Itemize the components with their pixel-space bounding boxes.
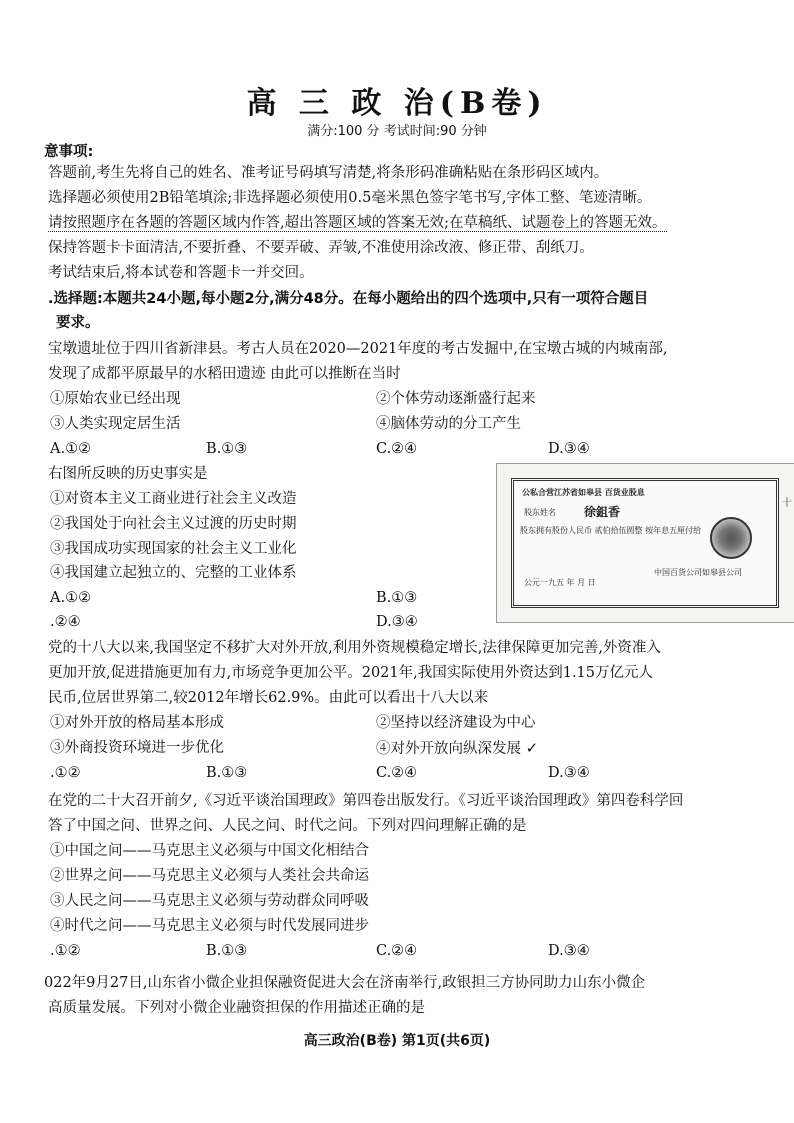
q2-choice-a: A.①②	[50, 590, 92, 606]
q1-option: ③人类实现定居生活	[50, 416, 181, 432]
page-footer: 高三政治(B卷) 第1页(共6页)	[303, 1033, 491, 1049]
certificate-frame	[511, 478, 779, 608]
q1-choice-a: A.①②	[50, 441, 92, 457]
notice-heading: 意事项:	[44, 144, 94, 160]
q4-stem-cont: 答了中国之问、世界之问、人民之问、时代之问。下列对四问理解正确的是	[48, 818, 527, 834]
q3-stem: 党的十八大以来,我国坚定不移扩大对外开放,利用外资规模稳定增长,法律保障更加完善,外资准入	[48, 640, 661, 656]
exam-info: 满分:100 分 考试时间:90 分钟	[307, 124, 487, 139]
seal-icon	[710, 517, 752, 559]
q4-option: ②世界之问——马克思主义必须与人类社会共命运	[50, 868, 369, 884]
q4-option: ④时代之问——马克思主义必须与时代发展同进步	[50, 918, 369, 934]
q1-choice-b: B.①③	[206, 441, 248, 457]
q3-option: ②坚持以经济建设为中心	[376, 715, 536, 731]
q3-choice-a: .①②	[50, 765, 81, 781]
q4-choice-a: .①②	[50, 943, 81, 959]
q3-option	[376, 738, 538, 759]
q3-choice-d: D.③④	[548, 765, 590, 781]
notice-item: 保持答题卡卡面清洁,不要折叠、不要弄破、弄皱,不准使用涂改液、修正带、刮纸刀。	[48, 240, 594, 256]
q1-option: ②个体劳动逐渐盛行起来	[376, 391, 536, 407]
q2-stem: 右图所反映的历史事实是	[48, 466, 208, 482]
certificate-edge-text: 十	[782, 498, 792, 509]
certificate-issuer: 中国百货公司如皋县公司	[654, 568, 742, 577]
certificate-image	[496, 463, 794, 623]
q2-choice-b: B.①③	[376, 590, 418, 606]
notice-item: 答题前,考生先将自己的姓名、准考证号码填写清楚,将条形码准确粘贴在条形码区域内。	[48, 165, 609, 181]
q2-option: ④我国建立起独立的、完整的工业体系	[50, 565, 297, 581]
q3-stem-cont: 更加开放,促进措施更加有力,市场竞争更加公平。2021年,我国实际使用外资达到1.15万亿元人	[48, 665, 654, 681]
section-heading: .选择题:本题共24小题,每小题2分,满分48分。在每小题给出的四个选项中,只有一项符合题目	[48, 291, 649, 307]
q3-option: ③外商投资环境进一步优化	[50, 740, 224, 756]
certificate-owner-label: 股东姓名	[524, 508, 556, 517]
certificate-heading: 公私合营江苏省如皋县 百货业股息	[522, 488, 645, 497]
q1-choice-c: C.②④	[376, 441, 418, 457]
notice-item: 选择题必须使用2B铅笔填涂;非选择题必须使用0.5毫米黑色签字笔书写,字体工整、笔迹清晰。	[48, 190, 652, 206]
q3-choice-b: B.①③	[206, 765, 248, 781]
q4-choice-d: D.③④	[548, 943, 590, 959]
q3-choice-c: C.②④	[376, 765, 418, 781]
q5-stem-cont: 高质量发展。下列对小微企业融资担保的作用描述正确的是	[48, 1000, 425, 1016]
q2-choice-c: .②④	[50, 614, 81, 630]
notice-item	[48, 213, 667, 233]
q3-stem-cont: 民币,位居世界第二,较2012年增长62.9%。由此可以看出十八大以来	[48, 690, 489, 706]
certificate-line: 股东拥有股份人民币 贰伯拾伍圆整 按年息五厘付给	[520, 526, 702, 535]
notice-item: 考试结束后,将本试卷和答题卡一并交回。	[48, 265, 314, 281]
section-heading-cont: 要求。	[56, 315, 100, 331]
notice-item-text: 请按照题序在各题的答题区域内作答,超出答题区域的答案无效;在草稿纸、试题卷上的答题无效。	[48, 215, 667, 231]
certificate-date: 公元一九五 年 月 日	[524, 578, 596, 587]
q4-stem: 在党的二十大召开前夕,《习近平谈治国理政》第四卷出版发行。《习近平谈治国理政》第四卷科学回	[48, 793, 684, 809]
certificate-owner-name: 徐鉏香	[584, 505, 621, 519]
page-title: 高 三 政 治(B卷)	[246, 86, 548, 121]
q2-option: ②我国处于向社会主义过渡的历史时期	[50, 516, 297, 532]
checkmark-icon: ✓	[525, 739, 539, 757]
q4-choice-c: C.②④	[376, 943, 418, 959]
q3-option: ①对外开放的格局基本形成	[50, 715, 224, 731]
q4-choice-b: B.①③	[206, 943, 248, 959]
q2-choice-d: D.③④	[376, 614, 418, 630]
q1-option: ①原始农业已经出现	[50, 391, 181, 407]
q5-stem: 022年9月27日,山东省小微企业担保融资促进大会在济南举行,政银担三方协同助力山东小微企	[44, 975, 646, 991]
q1-choice-d: D.③④	[548, 441, 590, 457]
q1-stem: 宝墩遗址位于四川省新津县。考古人员在2020—2021年度的考古发掘中,在宝墩古城的内城南部,	[48, 341, 668, 357]
q1-stem-cont: 发现了成都平原最早的水稻田遗迹 由此可以推断在当时	[48, 366, 401, 382]
q1-option: ④脑体劳动的分工产生	[376, 416, 521, 432]
q3-option-text: ④对外开放向纵深发展	[376, 741, 521, 757]
q2-option: ①对资本主义工商业进行社会主义改造	[50, 491, 297, 507]
q4-option: ①中国之问——马克思主义必须与中国文化相结合	[50, 843, 369, 859]
q2-option: ③我国成功实现国家的社会主义工业化	[50, 541, 297, 557]
q4-option: ③人民之问——马克思主义必须与劳动群众同呼吸	[50, 893, 369, 909]
